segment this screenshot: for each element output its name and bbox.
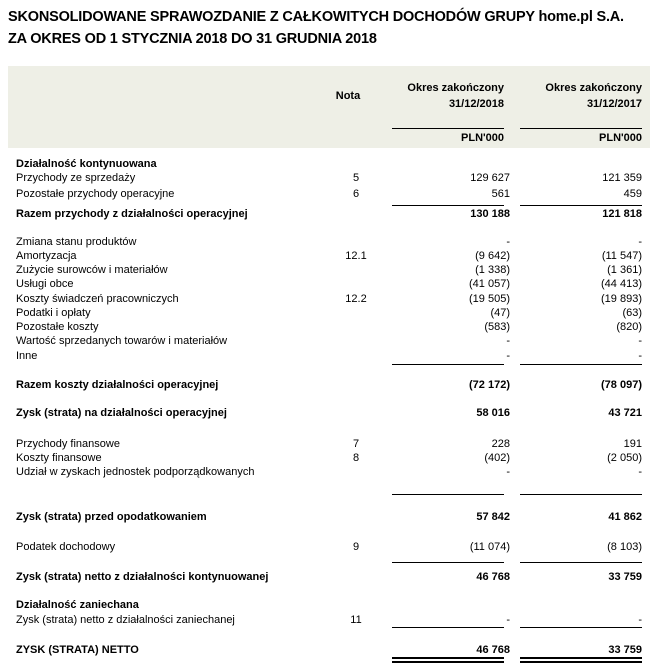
table-row (8, 207, 650, 221)
row-label: Amortyzacja (16, 250, 77, 262)
row-label: Działalność zaniechana (16, 599, 139, 611)
table-row (8, 187, 650, 201)
row-note: 8 (352, 452, 360, 464)
double-rule-line (520, 661, 642, 663)
table-row (8, 235, 650, 249)
row-label: Razem przychody z działalności operacyjnej (16, 208, 248, 220)
row-value-2017: (19 893) (601, 293, 642, 305)
row-label: Koszty finansowe (16, 452, 102, 464)
row-value-2017: 121 359 (602, 172, 642, 184)
row-value-2017: (1 361) (607, 264, 642, 276)
row-value-2018: (72 172) (469, 379, 510, 391)
table-row (8, 263, 650, 277)
double-rule-line (392, 657, 504, 659)
statement-title-line2: ZA OKRES OD 1 STYCZNIA 2018 DO 31 GRUDNIA 2018 (8, 31, 377, 47)
row-label: Zysk (strata) przed opodatkowaniem (16, 511, 207, 523)
row-value-2018: 130 188 (470, 208, 510, 220)
row-label: Inne (16, 350, 38, 362)
table-row (8, 451, 650, 465)
rule-line (520, 205, 642, 206)
table-row (8, 334, 650, 348)
row-value-2017: - (638, 350, 642, 362)
row-value-2018: (11 074) (469, 541, 510, 553)
table-row (8, 171, 650, 185)
row-label: Zysk (strata) na działalności operacyjnej (16, 407, 227, 419)
row-value-2017: - (638, 236, 642, 248)
table-row (8, 465, 650, 479)
row-value-2018: (41 057) (469, 278, 510, 290)
rule-line (520, 128, 642, 129)
row-value-2018: 228 (491, 438, 510, 450)
table-row (8, 157, 650, 171)
header-col1-unit: PLN'000 (461, 132, 504, 144)
row-label: ZYSK (STRATA) NETTO (16, 644, 139, 656)
row-value-2018: 561 (491, 188, 510, 200)
row-value-2018: - (506, 335, 510, 347)
row-value-2017: 33 759 (608, 644, 642, 656)
row-value-2018: - (506, 350, 510, 362)
table-row (8, 306, 650, 320)
row-label: Zysk (strata) netto z działalności zaniechanej (16, 614, 235, 626)
table-row (8, 277, 650, 291)
row-label: Koszty świadczeń pracowniczych (16, 293, 179, 305)
row-label: Zużycie surowców i materiałów (16, 264, 168, 276)
table-row (8, 598, 650, 612)
statement-title-line1: SKONSOLIDOWANE SPRAWOZDANIE Z CAŁKOWITYCH DOCHODÓW GRUPY home.pl S.A. (8, 9, 624, 25)
row-value-2018: (402) (484, 452, 510, 464)
rule-line (520, 562, 642, 563)
row-note: 7 (352, 438, 360, 450)
table-row (8, 613, 650, 627)
row-value-2018: (1 338) (475, 264, 510, 276)
rule-line (392, 494, 504, 495)
header-col1-line1: Okres zakończony (407, 82, 504, 94)
table-row (8, 510, 650, 524)
row-label: Podatki i opłaty (16, 307, 91, 319)
table-row (8, 292, 650, 306)
row-label: Razem koszty działalności operacyjnej (16, 379, 219, 391)
row-value-2017: (44 413) (601, 278, 642, 290)
row-label: Zmiana stanu produktów (16, 236, 137, 248)
row-value-2017: (2 050) (607, 452, 642, 464)
header-col2 (510, 80, 642, 112)
row-note: 9 (352, 541, 360, 553)
row-label: Podatek dochodowy (16, 541, 116, 553)
row-label: Pozostałe przychody operacyjne (16, 188, 175, 200)
row-note: 5 (352, 172, 360, 184)
rule-line (392, 627, 504, 628)
table-row (8, 320, 650, 334)
row-value-2017: (11 547) (601, 250, 642, 262)
table-row (8, 643, 650, 657)
row-value-2018: (19 505) (469, 293, 510, 305)
header-col2-line2: 31/12/2017 (586, 98, 642, 110)
row-value-2017: 43 721 (608, 407, 642, 419)
row-value-2018: 46 768 (476, 571, 510, 583)
row-value-2017: 41 862 (608, 511, 642, 523)
row-value-2017: 121 818 (602, 208, 642, 220)
row-value-2018: - (506, 466, 510, 478)
header-col1-line2: 31/12/2018 (448, 98, 504, 110)
row-label: Usługi obce (16, 278, 74, 290)
table-row (8, 249, 650, 263)
row-value-2018: 58 016 (476, 407, 510, 419)
table-row (8, 437, 650, 451)
header-note: Nota (335, 90, 361, 102)
row-label: Pozostałe koszty (16, 321, 99, 333)
row-note: 12.2 (345, 293, 367, 305)
row-note: 6 (352, 188, 360, 200)
row-value-2017: (78 097) (601, 379, 642, 391)
table-row (8, 349, 650, 363)
row-label: Udział w zyskach jednostek podporządkowanych (16, 466, 255, 478)
rule-line (392, 128, 504, 129)
row-label: Przychody finansowe (16, 438, 120, 450)
row-value-2018: - (506, 614, 510, 626)
row-value-2017: (820) (616, 321, 642, 333)
table-row (8, 378, 650, 392)
header-col2-unit: PLN'000 (599, 132, 642, 144)
row-label: Przychody ze sprzedaży (16, 172, 136, 184)
row-value-2018: 129 627 (470, 172, 510, 184)
row-note: 12.1 (345, 250, 367, 262)
row-value-2017: - (638, 335, 642, 347)
row-value-2018: 46 768 (476, 644, 510, 656)
row-value-2017: 191 (623, 438, 642, 450)
row-value-2017: (63) (622, 307, 642, 319)
row-value-2017: - (638, 614, 642, 626)
row-value-2017: 33 759 (608, 571, 642, 583)
rule-line (392, 205, 504, 206)
rule-line (520, 364, 642, 365)
rule-line (392, 364, 504, 365)
rule-line (392, 562, 504, 563)
row-label: Działalność kontynuowana (16, 158, 157, 170)
row-note: 11 (350, 614, 362, 626)
table-row (8, 406, 650, 420)
table-row (8, 570, 650, 584)
row-value-2018: (583) (484, 321, 510, 333)
rule-line (520, 627, 642, 628)
row-value-2017: 459 (623, 188, 642, 200)
double-rule-line (520, 657, 642, 659)
row-label: Wartość sprzedanych towarów i materiałów (16, 335, 228, 347)
row-value-2018: (47) (490, 307, 510, 319)
row-value-2018: - (506, 236, 510, 248)
row-value-2018: (9 642) (475, 250, 510, 262)
row-label: Zysk (strata) netto z działalności kontynuowanej (16, 571, 269, 583)
header-col1 (380, 80, 504, 112)
table-row (8, 540, 650, 554)
header-col2-line1: Okres zakończony (545, 82, 642, 94)
row-value-2017: - (638, 466, 642, 478)
rule-line (520, 494, 642, 495)
double-rule-line (392, 661, 504, 663)
row-value-2018: 57 842 (476, 511, 510, 523)
row-value-2017: (8 103) (607, 541, 642, 553)
